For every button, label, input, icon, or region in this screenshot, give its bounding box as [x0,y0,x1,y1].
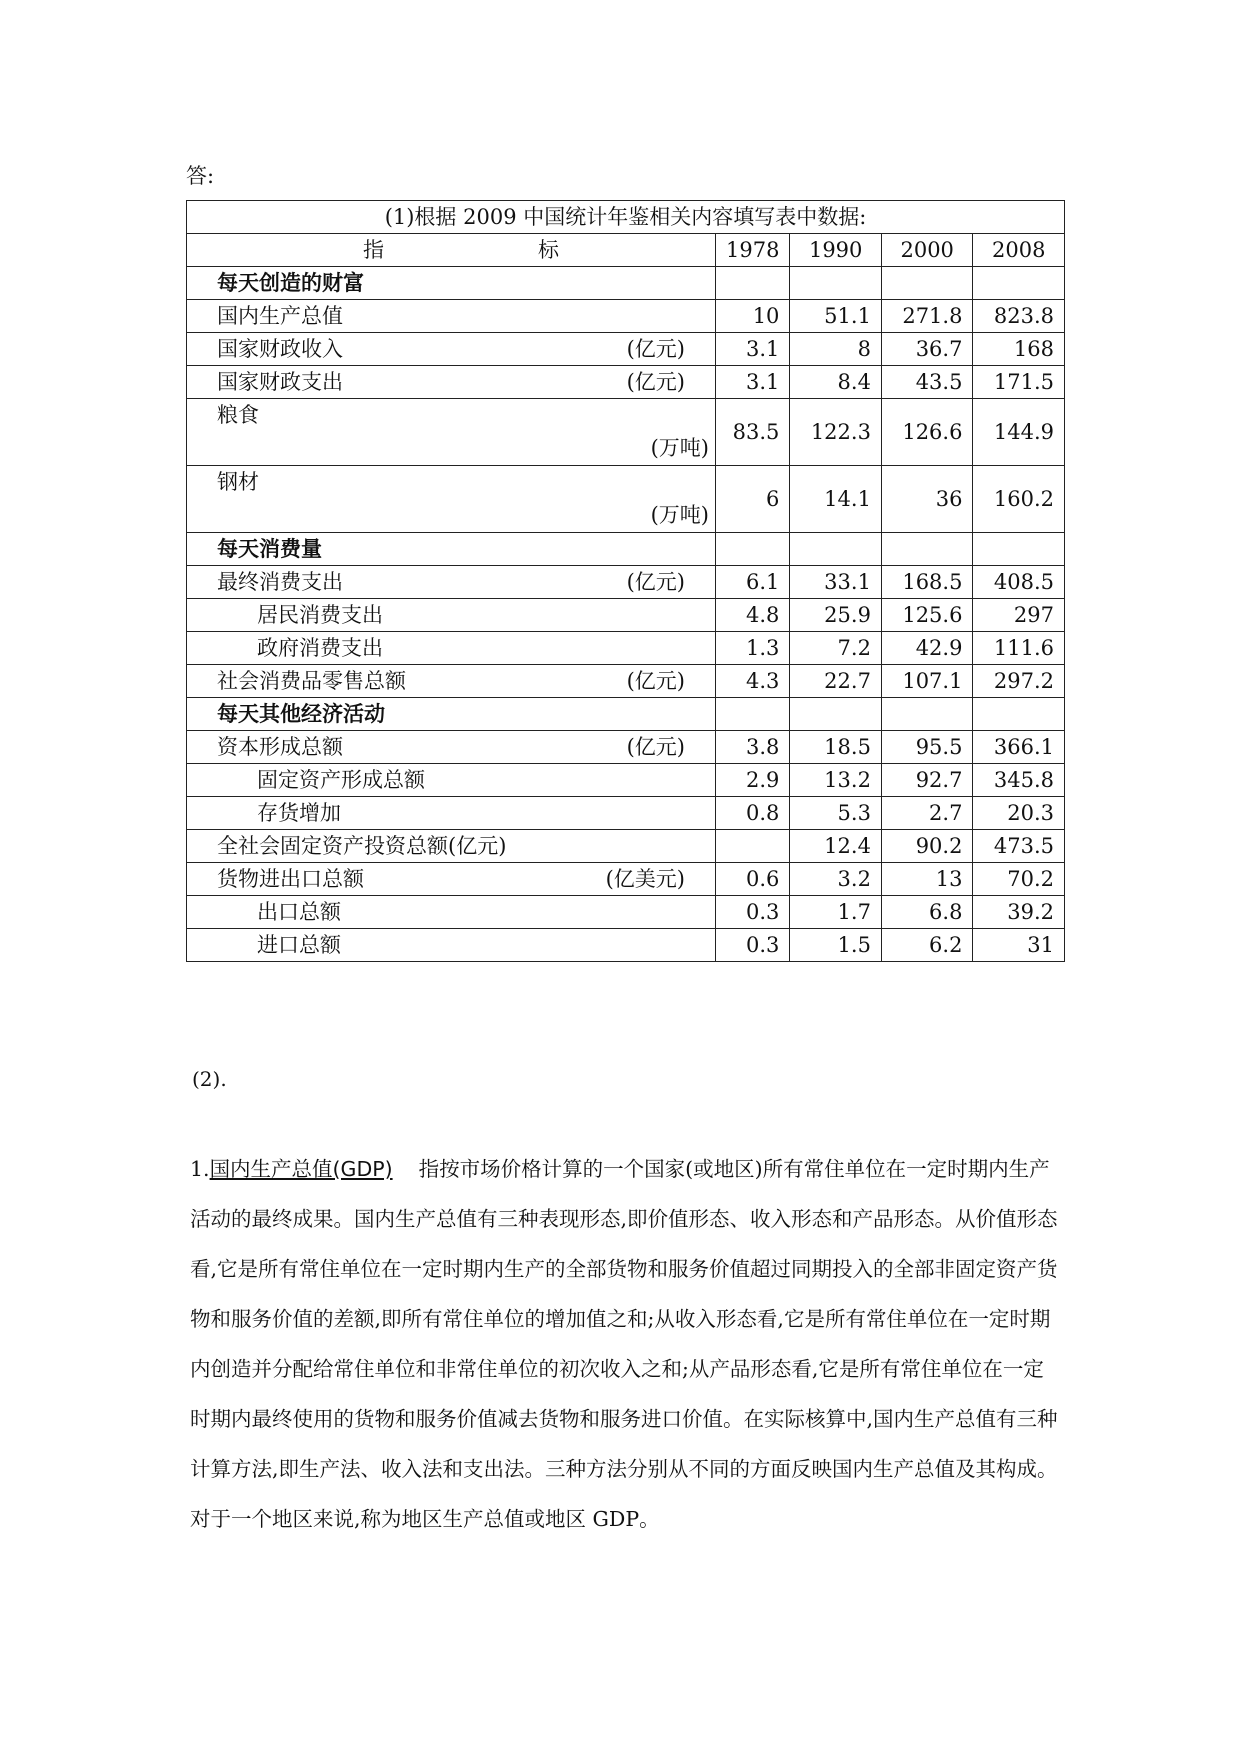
value-cell: 126.6 [881,399,973,466]
value-cell: 3.1 [716,366,790,399]
table-row [187,599,1065,632]
table-row [187,267,1065,300]
value-cell: 12.4 [790,830,882,863]
indicator-cell: 每天消费量 [187,533,716,566]
table-title-row [187,201,1065,234]
value-cell: 271.8 [881,300,973,333]
value-cell: 1.3 [716,632,790,665]
value-cell: 366.1 [973,731,1065,764]
value-cell: 6 [716,466,790,533]
indicator-label: 货物进出口总额 [217,866,364,891]
indicator-cell: 出口总额 [187,896,716,929]
indicator-label: 钢材 [217,470,259,494]
value-cell: 7.2 [790,632,882,665]
value-cell: 2.9 [716,764,790,797]
value-cell: 39.2 [973,896,1065,929]
definition-number: 1. [190,1157,210,1181]
indicator-cell [187,366,716,399]
value-cell: 297.2 [973,665,1065,698]
value-cell: 0.3 [716,929,790,962]
value-cell: 171.5 [973,366,1065,399]
value-cell: 43.5 [881,366,973,399]
value-cell: 0.6 [716,863,790,896]
value-cell: 6.8 [881,896,973,929]
value-cell [973,267,1065,300]
value-cell: 168.5 [881,566,973,599]
table-row [187,698,1065,731]
value-cell: 408.5 [973,566,1065,599]
indicator-cell: 进口总额 [187,929,716,962]
value-cell: 160.2 [973,466,1065,533]
indicator-cell: 存货增加 [187,797,716,830]
indicator-cell: 国内生产总值 [187,300,716,333]
table-row [187,797,1065,830]
value-cell: 1.5 [790,929,882,962]
value-cell: 6.1 [716,566,790,599]
table-header-row [187,234,1065,267]
value-cell [973,533,1065,566]
table-row [187,896,1065,929]
value-cell: 22.7 [790,665,882,698]
value-cell: 823.8 [973,300,1065,333]
value-cell: 125.6 [881,599,973,632]
value-cell: 122.3 [790,399,882,466]
table-row [187,533,1065,566]
indicator-label: 国家财政支出 [217,369,343,394]
unit-label: (万吨) [650,503,709,527]
value-cell [790,698,882,731]
definition-term: 国内生产总值(GDP) [209,1157,393,1181]
value-cell: 8.4 [790,366,882,399]
value-cell: 168 [973,333,1065,366]
value-cell: 0.8 [716,797,790,830]
value-cell: 25.9 [790,599,882,632]
indicator-cell: 每天创造的财富 [187,267,716,300]
indicator-cell: 全社会固定资产投资总额(亿元) [187,830,716,863]
value-cell: 14.1 [790,466,882,533]
value-cell: 70.2 [973,863,1065,896]
table-row [187,399,1065,466]
value-cell: 13 [881,863,973,896]
value-cell [881,267,973,300]
unit-label: (亿美元) [605,866,685,891]
value-cell: 36 [881,466,973,533]
value-cell [790,533,882,566]
year-header: 1990 [790,234,882,267]
indicator-label: 国家财政收入 [217,336,343,361]
table-row [187,632,1065,665]
indicator-cell: 政府消费支出 [187,632,716,665]
unit-label: (亿元) [626,569,685,594]
value-cell [716,830,790,863]
table-body [187,267,1065,962]
value-cell: 107.1 [881,665,973,698]
value-cell: 5.3 [790,797,882,830]
indicator-label: 粮食 [217,403,259,427]
indicator-cell: 居民消费支出 [187,599,716,632]
indicator-cell [187,466,716,533]
indicator-cell [187,399,716,466]
value-cell: 473.5 [973,830,1065,863]
value-cell: 51.1 [790,300,882,333]
unit-label: (亿元) [626,734,685,759]
value-cell: 2.7 [881,797,973,830]
unit-label: (亿元) [626,336,685,361]
table-row [187,764,1065,797]
value-cell: 95.5 [881,731,973,764]
value-cell: 4.3 [716,665,790,698]
value-cell: 42.9 [881,632,973,665]
part-2-label: (2). [192,1067,227,1091]
value-cell: 111.6 [973,632,1065,665]
value-cell: 33.1 [790,566,882,599]
indicator-cell [187,665,716,698]
value-cell: 3.2 [790,863,882,896]
value-cell: 31 [973,929,1065,962]
value-cell: 0.3 [716,896,790,929]
value-cell: 345.8 [973,764,1065,797]
value-cell: 13.2 [790,764,882,797]
indicator-cell [187,731,716,764]
table-row [187,929,1065,962]
table-row [187,366,1065,399]
table-row [187,830,1065,863]
table-row [187,863,1065,896]
value-cell: 297 [973,599,1065,632]
value-cell [716,533,790,566]
indicator-cell [187,566,716,599]
year-header: 2008 [973,234,1065,267]
value-cell: 6.2 [881,929,973,962]
value-cell [973,698,1065,731]
value-cell: 18.5 [790,731,882,764]
value-cell [716,267,790,300]
indicator-header: 指 标 [187,234,716,267]
table-title: (1)根据 2009 中国统计年鉴相关内容填写表中数据: [187,201,1065,234]
indicator-cell [187,333,716,366]
unit-label: (亿元) [626,668,685,693]
value-cell: 90.2 [881,830,973,863]
value-cell: 1.7 [790,896,882,929]
table-row [187,300,1065,333]
year-header: 1978 [716,234,790,267]
definition-text: 指按市场价格计算的一个国家(或地区)所有常住单位在一定时期内生产活动的最终成果。国内生产总值有三种表现形态,即价值形态、收入形态和产品形态。从价值形态看,它是所有常住单位在一定时期内生产的全部货物和服务价值超过同期投入的全部非固定资产货物和服务价值的差额,即所有常住单位的增加值之和;从收入形态看,它是所有常住单位在一定时期内创造并分配给常住单位和非常住单位的初次收入之和;从产品形态看,它是所有常住单位在一定时期内最终使用的货物和服务价值减去货物和服务进口价值。在实际核算中,国内生产总值有三种计算方法,即生产法、收入法和支出法。三种方法分别从不同的方面反映国内生产总值及其构成。对于一个地区来说,称为地区生产总值或地区 GDP。 [190,1157,1058,1531]
indicator-label: 资本形成总额 [217,734,343,759]
value-cell: 144.9 [973,399,1065,466]
value-cell [790,267,882,300]
value-cell [716,698,790,731]
table-row [187,333,1065,366]
answer-label: 答: [186,164,215,188]
value-cell: 20.3 [973,797,1065,830]
indicator-cell: 固定资产形成总额 [187,764,716,797]
value-cell: 3.8 [716,731,790,764]
value-cell: 4.8 [716,599,790,632]
table-row [187,731,1065,764]
value-cell: 36.7 [881,333,973,366]
indicator-cell: 每天其他经济活动 [187,698,716,731]
statistics-table [186,200,1065,962]
year-header: 2000 [881,234,973,267]
indicator-label: 最终消费支出 [217,569,343,594]
table-row [187,665,1065,698]
value-cell [881,533,973,566]
value-cell: 92.7 [881,764,973,797]
unit-label: (万吨) [650,436,709,460]
table-row [187,566,1065,599]
indicator-label: 社会消费品零售总额 [217,668,406,693]
value-cell: 83.5 [716,399,790,466]
value-cell: 8 [790,333,882,366]
unit-label: (亿元) [626,369,685,394]
indicator-cell [187,863,716,896]
definition-paragraph [190,1144,1060,1544]
value-cell: 3.1 [716,333,790,366]
value-cell [881,698,973,731]
table-row [187,466,1065,533]
value-cell: 10 [716,300,790,333]
